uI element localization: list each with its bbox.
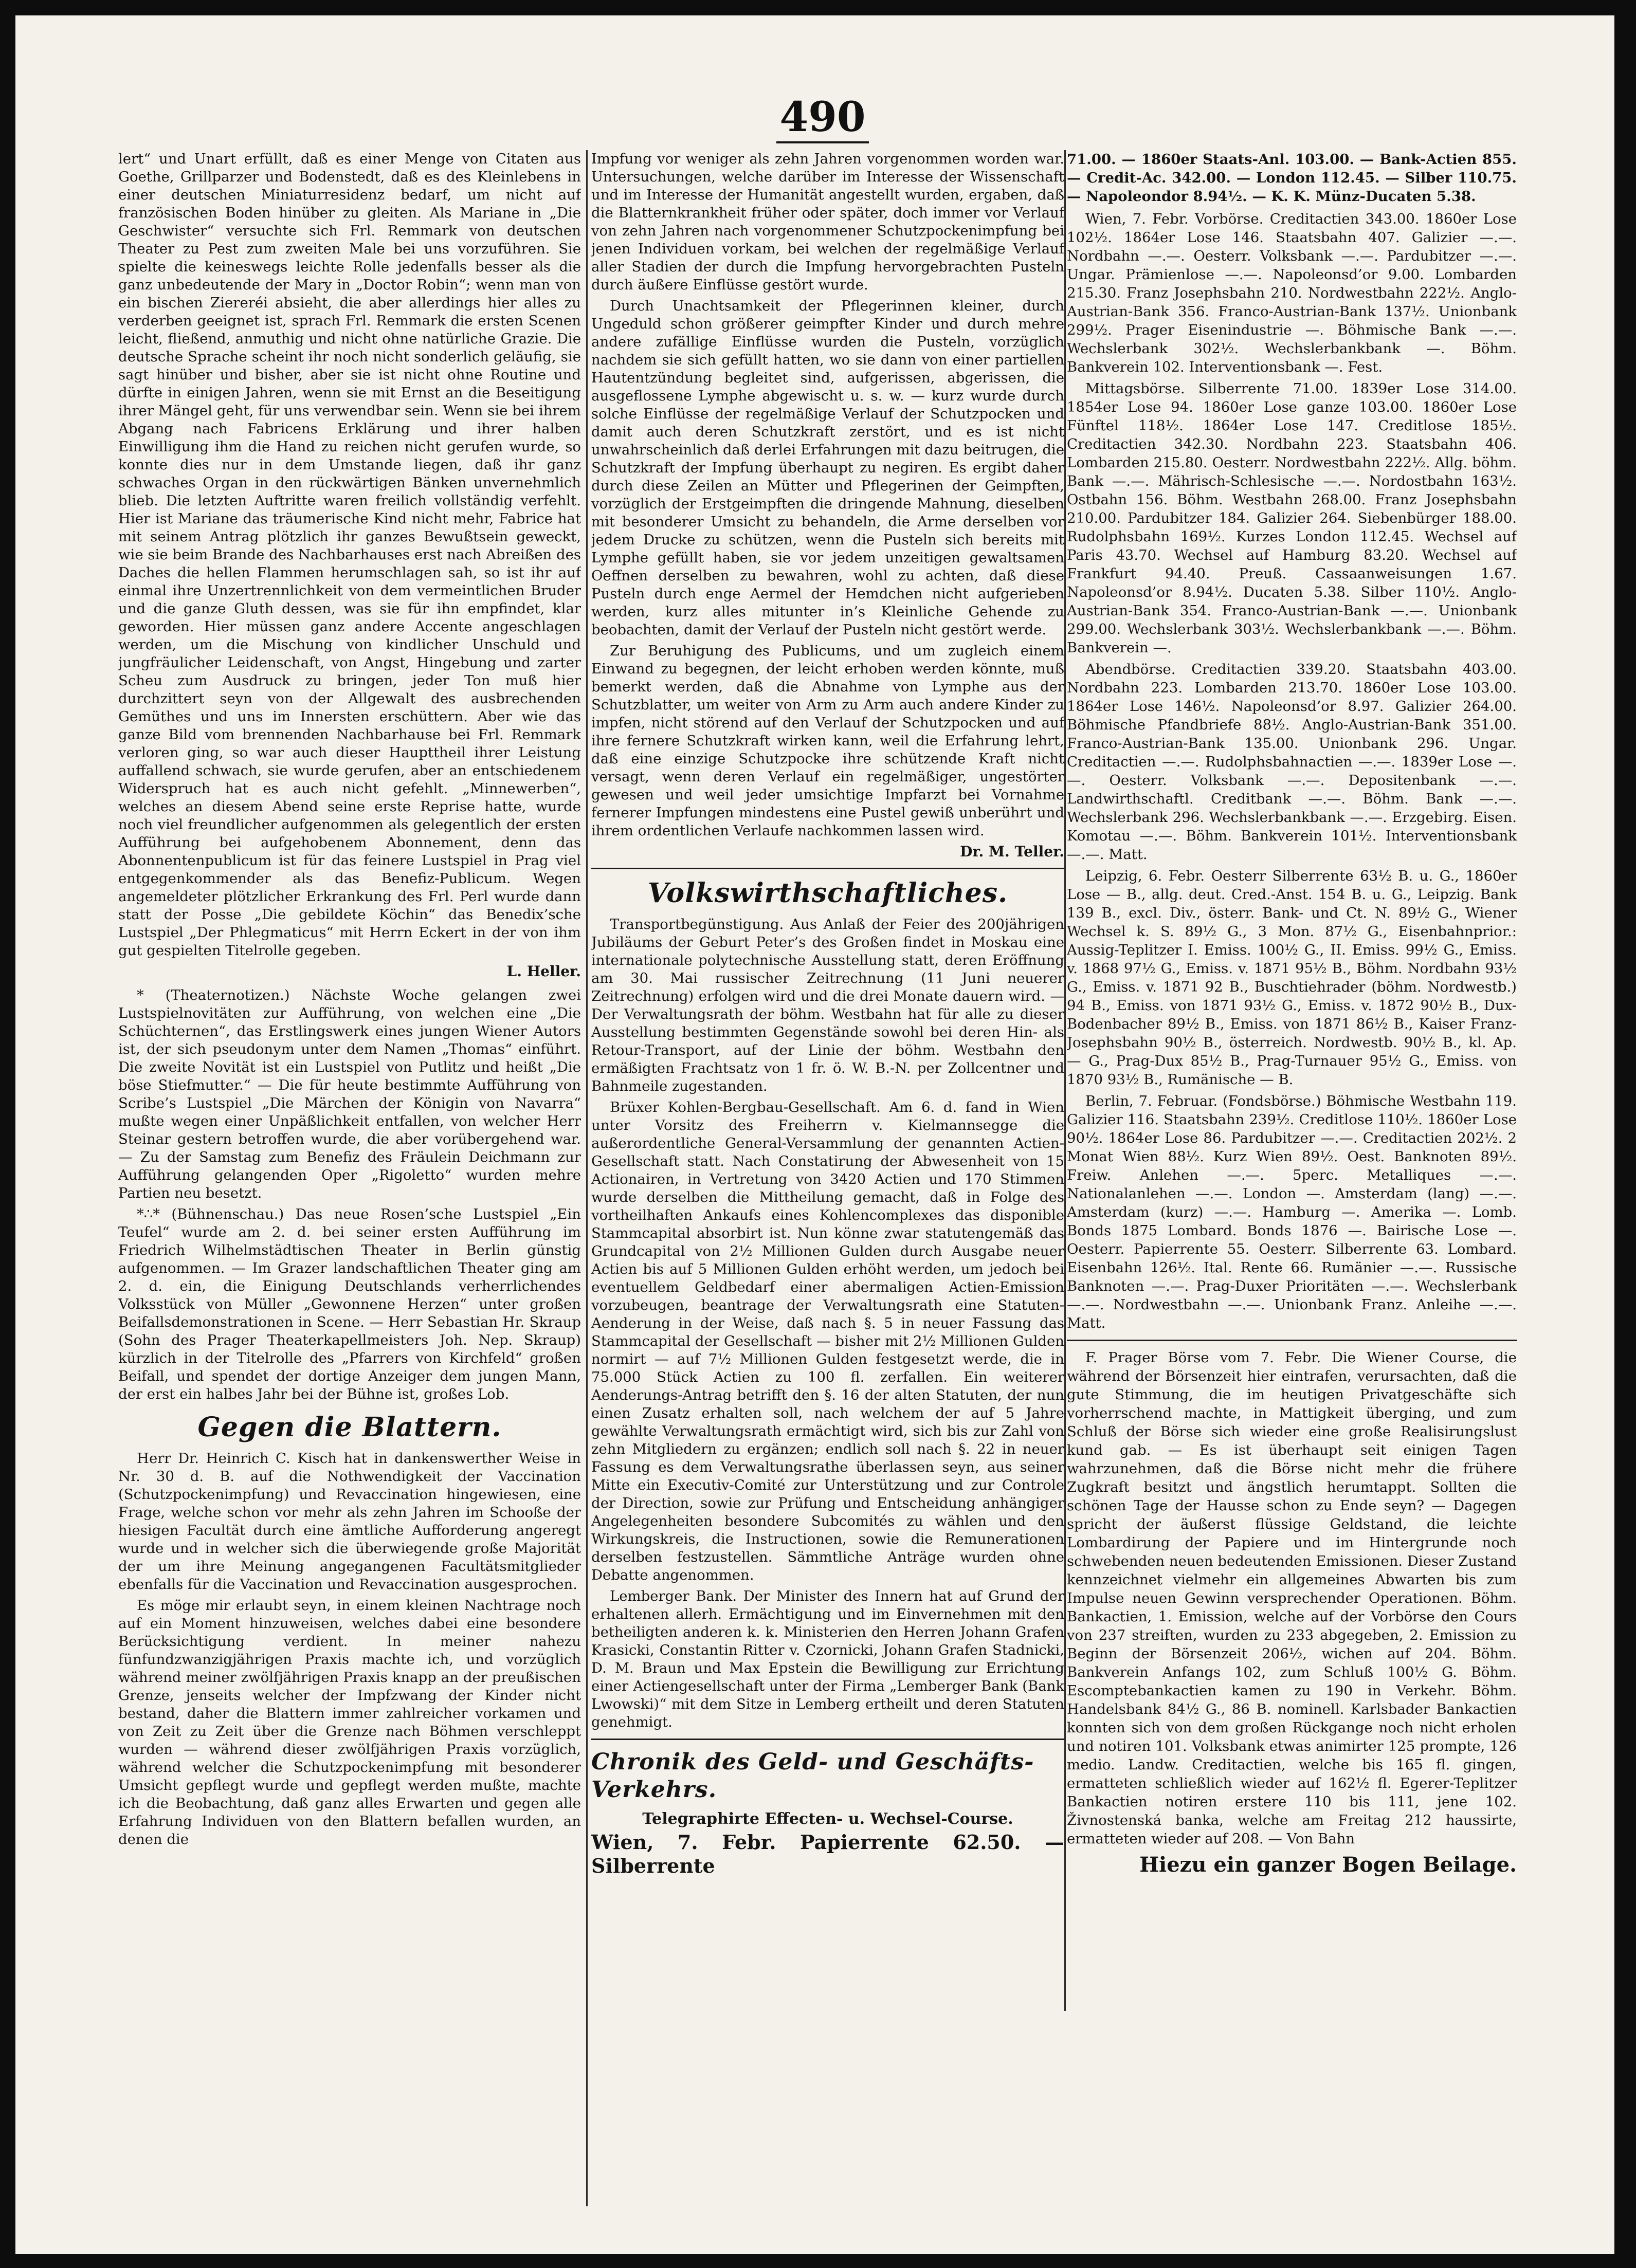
vienna-midday-exchange: Mittagsbörse. Silberrente 71.00. 1839er Lose 314.00. 1854er Lose 94. 1860er Lose ganze 103.00. 1860er Lose Fünftel 118½. 1864er Lose 147. Creditlose 185½. Creditactien 342.30. Nordbahn 223. Staatsbahn 406. Lombarden 215.80. Oesterr. Nordwestbahn 222½. Allg. böhm. Bank —.—. Mährisch-Schlesische —.—. Nordostbahn 163½. Ostbahn 156. Böhm. Westbahn 268.00. Franz Josephsbahn 210.00. Pardubitzer 184. Galizier 264. Siebenbürger 188.00. Rudolphsbahn 169½. Kurzes London 112.45. Wechsel auf Paris 43.70. Wechsel auf Hamburg 83.20. Wechsel auf Frankfurt 94.40. Preuß. Cassaanweisungen 1.67. Napoleonsd’or 8.94½. Ducaten 5.38. Silber 110½. Anglo-Austrian-Bank 354. Franco-Austrian-Bank —.—. Unionbank 299.00. Wechslerbank 303½. Wechslerbankbank —.—. Böhm. Bankverein —. — [1067, 380, 1517, 656]
vaccination-continued: Impfung vor weniger als zehn Jahren vorgenommen worden war. Untersuchungen, welche darüber im Interesse der Wissenschaft und im Interesse der Humanität angestellt wurden, ergaben, daß die Blatternkrankheit früher oder später, doch immer vor Verlauf von zehn Jahren nach vorgenommener Schutzpockenimpfung bei jenen Individuen vorkam, bei welchen der regelmäßige Verlauf aller Stadien der durch die Impfung hervorgebrachten Pusteln durch äußere Einflüsse gestört wurde. — [591, 151, 1064, 293]
theater-review-text: lert“ und Unart erfüllt, daß es einer Menge von Citaten aus Goethe, Grillparzer und Bodenstedt, daß es des Kleinlebens in einer deutschen Miniaturresidenz bedarf, um nicht auf französischen Boden hinüber zu gleiten. Als Mariane in „Die Geschwister“ versuchte sich Frl. Remmark von deutschen Theater zu Pest zum zweiten Male bei uns vorzuführen. Sie spielte die keineswegs leichte Rolle jedenfalls besser als die ganz unbedeutende der Mary in „Doctor Robin“; wenn man von ein bischen Ziereréi absieht, die aber allerdings hier alles zu verderben geeignet ist, sprach Frl. Remmark die ersten Scenen leicht, fließend, anmuthig und nicht ohne natürliche Grazie. Die deutsche Sprache scheint ihr noch nicht sonderlich geläufig, sie sagt hinüber und bisher, aber sie ist nicht ohne Routine und dürfte in einigen Jahren, wenn sie mit Ernst an die Beseitigung ihrer Mängel geht, für uns verwendbar sein. Wenn sie bei ihrem Abgang nach Fabricens Erklärung und ihrer halben Einwilligung ihm die Hand zu reichen nicht gerufen wurde, so konnte dies nur in dem Umstande liegen, daß ihr ganz schwaches Organ in den rückwärtigen Bänken unvernehmlich blieb. Die letzten Auftritte waren freilich vollständig verfehlt. Hier ist Mariane das träumerische Kind nicht mehr, Fabrice hat mit seinem Antrag plötzlich ihr ganzes Bewußtsein geweckt, wie sie beim Brande des Nachbarhauses erst nach Abreißen des Daches die hellen Flammen herumschlagen sah, so ist ihr auf einmal ihre Unzertrennlichkeit von dem vermeintlichen Bruder und die ganze Gluth dessen, was sie für ihn empfindet, klar geworden. Hier müssen ganz andere Accente angeschlagen werden, um die Mischung von kindlicher Unschuld und jungfräulicher Leidenschaft, von Angst, Hingebung und zarter Scheu zum Ausdruck zu bringen, jeder Ton muß hier durchzittert seyn von der Allgewalt des ausbrechenden Gemüthes und uns im Innersten erschüttern. Aber wie das ganze Bild vom brennenden Nachbarhause bei Frl. Remmark verloren ging, so war auch dieser Haupttheil ihrer Leistung auffallend schwach, sie wurde gerufen, aber an entschiedenem Widerspruch hat es auch nicht gefehlt. „Minnewerben“, welches an diesem Abend seine erste Reprise hatte, wurde noch viel freundlicher aufgenommen als gelegentlich der ersten Aufführung bei aufgehobenem Abonnement, denn das Abonnentenpublicum ist für das feinere Lustspiel in Prag viel entgegenkommender als das Benefiz-Publicum. Wegen angemeldeter plötzlicher Erkrankung des Frl. Perl wurde dann statt der Posse „Die gebildete Köchin“ das Benedix’sche Lustspiel „Der Phlegmaticus“ mit Herrn Eckert in der von ihm gut gespielten Titelrolle gegeben. — [118, 151, 581, 959]
coal-mining-item: Brüxer Kohlen-Bergbau-Gesellschaft. Am 6. d. fand in Wien unter Vorsitz des Freiherrn v. Kielmannsegge die außerordentliche General-Versammlung der genannten Actien-Gesellschaft statt. Nach Constatirung der Abwesenheit von 15 Actionairen, in Vertretung von 3420 Actien und 170 Stimmen wurde derselben die Mittheilung gemacht, daß in Folge des vortheilhaften Ankaufs eines Kohlencomplexes das disponible Stammcapital absorbirt ist. Nun könne zwar statutengemäß das Grundcapital von 2½ Millionen Gulden durch Ausgabe neuer Actien bis auf 5 Millionen Gulden erhöht werden, um jedoch bei eventuellem Geldbedarf einer abermaligen Actien-Emission vorzubeugen, beantrage der Verwaltungsrath eine Statuten-Aenderung in der Weise, daß nach §. 5 in neuer Fassung das Stammcapital der Gesellschaft — bisher mit 2½ Millionen Gulden normirt — auf 7½ Millionen Gulden festgesetzt werde, die in 75.000 Stück Actien zu 100 fl. zerfallen. Ein weiterer Aenderungs-Antrag betrifft den §. 16 der alten Statuten, der nun einen Zusatz erhalten soll, nach welchem der auf 5 Jahre gewählte Verwaltungsrath ermächtigt wird, sich bis zur Zahl von zehn Mitgliedern zu ergänzen; endlich soll nach §. 22 in neuer Fassung es dem Verwaltungsrathe überlassen seyn, aus seiner Mitte ein Executiv-Comité zur Unterstützung und zur Controle der Direction, sowie zur Prüfung und Entscheidung anhängiger Angelegenheiten besondere Subcomités zu wählen und den Wirkungskreis, die Instructionen, sowie die Remunerationen derselben festzustellen. Sämmtliche Anträge wurden ohne Debatte angenommen. — [591, 1099, 1064, 1583]
column-divider-2 — [1064, 150, 1066, 2011]
berlin-exchange: Berlin, 7. Februar. (Fondsbörse.) Böhmische Westbahn 119. Galizier 116. Staatsbahn 239½. Creditlose 110½. 1860er Lose 90½. 1864er Lose 86. Pardubitzer —.—. Creditactien 202½. 2 Monat Wien 88½. Kurz Wien 89½. Oest. Banknoten 89½. Freiw. Anlehen —.—. 5perc. Metalliques —.—. Nationalanlehen —.—. London —. Amsterdam (lang) —.—. Amsterdam (kurz) —.—. Hamburg —. Amerika —. Lomb. Bonds 1875 Lombard. Bonds 1876 —. Bairische Lose —. Oesterr. Papierrente 55. Oesterr. Silberrente 63. Lombard. Eisenbahn 126½. Ital. Rente 66. Rumänier —.—. Russische Banknoten —.—. Prag-Duxer Prioritäten —.—. Wechslerbank —.—. Nordwestbahn —.—. Unionbank Franz. Anleihe —.—. Matt. — [1067, 1093, 1517, 1331]
lemberg-bank-item: Lemberger Bank. Der Minister des Innern hat auf Grund der erhaltenen allerh. Ermächtigung und im Einvernehmen mit den betheiligten anderen k. k. Ministerien den Herren Johann Grafen Krasicki, Constantin Ritter v. Czornicki, Johann Grafen Stadnicki, D. M. Braun und Max Epstein die Bewilligung zur Errichtung einer Actiengesellschaft unter der Firma „Lemberger Bank (Bank Lwowski)“ mit dem Sitze in Lemberg ertheilt und deren Statuten genehmigt. — [591, 1588, 1064, 1730]
smallpox-heading: Gegen die Blattern. — [197, 1412, 502, 1443]
column-1 — [118, 150, 581, 2234]
page-number: 490 — [779, 93, 866, 141]
smallpox-observation: Es möge mir erlaubt seyn, in einem kleinen Nachtrage noch auf ein Moment hinzuweisen, welches dabei eine besondere Berücksichtigung verdient. In meiner nahezu fünfundzwanzigjährigen Praxis machte ich, und vorzüglich während meiner zwölfjährigen Praxis knapp an der preußischen Grenze, jenseits welcher der Impfzwang der Kinder nicht bestand, daher die Blattern immer zahlreicher vorkamen und von Zeit zu Zeit über die Grenze nach Böhmen verschleppt wurden — während dieser zwölfjährigen Praxis vorzüglich, während welcher die Schutzpockenimpfung mit besonderer Umsicht gepflegt wurde und gepflegt werden mußte, machte ich die Beobachtung, daß ganz alles Erwarten und gegen alle Erfahrung Individuen von den Blattern befallen wurden, an denen die — [118, 1597, 581, 1848]
byline-heller: L. Heller. — [506, 963, 581, 980]
money-chronicle-heading: Chronik des Geld- und Geschäfts-Verkehrs. — [591, 1749, 1034, 1803]
column-divider-1 — [586, 150, 588, 2206]
leipzig-exchange: Leipzig, 6. Febr. Oesterr Silberrente 63½ B. u. G., 1860er Lose — B., allg. deut. Cred.-Anst. 154 B. u. G., Leipzig. Bank 139 B., excl. Div., österr. Bank- und Ct. N. 89½ G., Wiener Wechsel k. S. 89½ G., 3 Mon. 87½ G., Eisenbahnprior.: Aussig-Teplitzer I. Emiss. 100½ G., II. Emiss. 99½ G., Emiss. v. 1868 97½ G., Emiss. v. 1871 95½ B., Böhm. Nordbahn 93½ G., Emiss. v. 1871 92 B., Buschtiehrader (böhm. Nordwestb.) 94 B., Emiss. von 1871 93½ G., Emiss. v. 1872 90½ B., Dux-Bodenbacher 89½ B., Emiss. von 1871 86½ B., Kaiser Franz-Josephsbahn 90½ B., österreich. Nordwestb. 90½ B., kl. Ap. — G., Prag-Dux 85½ B., Prag-Turnauer 95½ G., Emiss. von 1870 93½ B., Rumänische — B. — [1067, 868, 1517, 1088]
newspaper-page — [15, 15, 1614, 2254]
prague-exchange: F. Prager Börse vom 7. Febr. Die Wiener Course, die während der Börsenzeit hier eintrafen, verursachten, daß die gute Stimmung, die im heutigen Privatgeschäfte sich vorherrschend machte, in Mattigkeit überging, und zum Schluß der Börse sich wieder eine große Realisirungslust kund gab. — Es ist überhaupt seit einigen Tagen wahrzunehmen, daß die Börse nicht mehr die frühere Zugkraft besitzt und ängstlich herumtappt. Sollten die schönen Tage der Hausse schon zu Ende seyn? — Dagegen spricht der äußerst flüssige Geldstand, die leichte Lombardirung der Papiere und im Hintergrunde noch schwebenden neuen bedeutenden Emissionen. Dieser Zustand kennzeichnet vielmehr ein allgemeines Abwarten bis zum Impulse neuen Gewinn versprechender Operationen. Böhm. Bankactien, 1. Emission, welche auf der Vorbörse den Cours von 237 streiften, wurden zu 233 abgegeben, 2. Emission zu Beginn der Börsenzeit 206½, wichen auf 204. Böhm. Bankverein Anfangs 102, zum Schluß 100½ G. Böhm. Escomptebankactien kamen zu 190 in Verkehr. Böhm. Handelsbank 84½ G., 86 B. nominell. Karlsbader Bankactien konnten sich von dem großen Rückgange noch nicht erholen und notiren 101. Volksbank etwas animirter 125 prompte, 126 medio. Landw. Creditactien, welche bis 165 fl. gingen, ermatteten schließlich wieder auf 162½ fl. Egerer-Teplitzer Bankactien notiren erstere 110 bis 111, jene 102. Živnostenská banka, welche am Freitag 212 haussirte, ermatteten wieder auf 208. — Von Bahn — [1067, 1349, 1517, 1847]
section-rule-3 — [1067, 1340, 1517, 1341]
stage-review: *∴* (Bühnenschau.) Das neue Rosen’sche Lustspiel „Ein Teufel“ wurde am 2. d. bei seiner ersten Aufführung im Friedrich Wilhelmstädtischen Theater in Berlin günstig aufgenommen. — Im Grazer landschaftlichen Theater ging am 2. d. ein, die Einigung Deutschlands verherrlichendes Volksstück von Müller „Gewonnene Herzen“ unter großen Beifallsdemonstrationen in Scene. — Herr Sebastian Hr. Skraup (Sohn des Prager Theaterkapellmeisters Joh. Nep. Skraup) kürzlich in der Titelrolle des „Pfarrers von Kirchfeld“ großen Beifall, und spendet der dortige Anzeiger dem jungen Mann, der erst ein halbes Jahr bei der Bühne ist, großes Lob. — [118, 1206, 581, 1402]
economics-heading: Volkswirthschaftliches. — [647, 877, 1008, 909]
vienna-pre-exchange: Wien, 7. Febr. Vorbörse. Creditactien 343.00. 1860er Lose 102½. 1864er Lose 146. Staatsbahn 407. Galizier —.—. Nordbahn —.—. Oesterr. Volksbank —.—. Pardubitzer —.—. Ungar. Prämienlose —.—. Napoleonsd’or 9.00. Lombarden 215.30. Franz Josephsbahn 210. Nordwestbahn 222½. Anglo-Austrian-Bank 356. Franco-Austrian-Bank 137½. Unionbank 299½. Prager Eisenindustrie —. Böhmische Bank —.—. Wechslerbank 302½. Wechslerbankbank —. Böhm. Bankverein 102. Interventionsbank —. Fest. — [1067, 211, 1517, 375]
vienna-courses-continued: 71.00. — 1860er Staats-Anl. 103.00. — Bank-Actien 855. — Credit-Ac. 342.00. — London 112.45. — Silber 110.75. — Napoleondor 8.94½. — K. K. Münz-Ducaten 5.38. — [1067, 151, 1517, 205]
vienna-evening-exchange: Abendbörse. Creditactien 339.20. Staatsbahn 403.00. Nordbahn 223. Lombarden 213.70. 1860er Lose 103.00. 1864er Lose 146½. Napoleonsd’or 8.97. Galizier 264.00. Böhmische Pfandbriefe 88½. Anglo-Austrian-Bank 351.00. Franco-Austrian-Bank 135.00. Unionbank 296. Ungar. Creditactien —.—. Rudolphsbahnactien —.—. 1839er Lose —.—. Oesterr. Volksbank —.—. Depositenbank —.—. Landwirthschaftl. Creditbank —.—. Böhm. Bank —.—. Wechslerbank 296. Wechslerbankbank —.—. Erzgebirg. Eisen. Komotau —.—. Böhm. Bankverein 101½. Interventionsbank —.—. Matt. — [1067, 661, 1517, 863]
smallpox-intro: Herr Dr. Heinrich C. Kisch hat in dankenswerther Weise in Nr. 30 d. B. auf die Nothwendigkeit der Vaccination (Schutzpockenimpfung) und Revaccination hingewiesen, eine Frage, welche schon vor mehr als zehn Jahren im Schooße der hiesigen Facultät durch eine ämtliche Aufforderung angeregt wurde und in welcher sich die überwiegende große Majorität der um ihre Meinung angegangenen Facultätsmitglieder ebenfalls für die Vaccination und Revaccination ausgesprochen. — [118, 1450, 581, 1593]
byline-teller: Dr. M. Teller. — [960, 843, 1064, 860]
supplement-notice: Hiezu ein ganzer Bogen Beilage. — [1139, 1853, 1517, 1877]
transport-item: Transportbegünstigung. Aus Anlaß der Feier des 200jährigen Jubiläums der Geburt Peter’s des Großen findet in Moskau eine internationale polytechnische Ausstellung statt, deren Eröffnung am 30. Mai russischer Zeitrechnung (11 Juni neuerer Zeitrechnung) erfolgen wird und die drei Monate dauern wird. — Der Verwaltungsrath der böhm. Westbahn hat für alle zu dieser Ausstellung bestimmten Gegenstände sowohl bei deren Hin- als Retour-Transport, auf der Linie der böhm. Westbahn den ermäßigten Frachtsatz von 1 fr. ö. W. B.-N. per Zollcentner und Bahnmeile zugestanden. — [591, 916, 1064, 1094]
telegraph-courses-subheading: Telegraphirte Effecten- u. Wechsel-Course. — [642, 1810, 1013, 1828]
page-number-underline — [776, 141, 869, 143]
section-rule — [591, 868, 1064, 869]
column-3 — [1067, 150, 1517, 2234]
vienna-courses-start: Wien, 7. Febr. Papierrente 62.50. — Silberrente — [591, 1831, 1064, 1877]
column-2 — [591, 150, 1064, 2234]
vaccination-care: Durch Unachtsamkeit der Pflegerinnen kleiner, durch Ungeduld schon größerer geimpfter Kinder und durch mehre andere zufällige Einflüsse wurden die Pusteln, vorzüglich nachdem sie sich gefüllt hatten, wo sie dann von einer partiellen Hautentzündung begleitet sind, aufgerissen, abgerissen, die ausgeflossene Lymphe abgewischt u. s. w. — kurz wurde durch solche Einflüsse der regelmäßige Verlauf der Schutzpocken und damit auch deren Schutzkraft zerstört, und es ist nicht unwahrscheinlich daß derlei Erfahrungen mit dazu beitrugen, die Schutzkraft der Impfung überhaupt zu negiren. Es ergibt daher durch diese Zeilen an Mütter und Pflegerinen der Geimpften, vorzüglich der Erstgeimpften die dringende Mahnung, dieselben mit besonderer Umsicht zu behandeln, die Arme derselben vor jedem Drucke zu schützen, wenn die Pusteln sich bereits mit Lymphe gefüllt haben, sie vor jedem unzeitigen gewaltsamen Oeffnen derselben zu bewahren, wohl zu achten, daß diese Pusteln durch enge Aermel der Hemdchen nicht aufgerieben werden, kurz alles mitunter in’s Kleinliche Gehende zu beobachten, damit der Verlauf der Pusteln nicht gestört werde. — [591, 298, 1064, 638]
section-rule-2 — [591, 1739, 1064, 1740]
vaccination-reassurance: Zur Beruhigung des Publicums, und um zugleich einem Einwand zu begegnen, der leicht erhoben werden könnte, muß bemerkt werden, daß die Abnahme von Lymphe aus der Schutzblatter, um weiter von Arm zu Arm auch andere Kinder zu impfen, nicht störend auf den Verlauf der Schutzpocken und auf ihre fernere Schutzkraft wirken kann, weil die Erfahrung lehrt, daß eine einzige Schutzpocke ihre schützende Kraft nicht versagt, wenn deren Verlauf ein regelmäßiger, ungestörter gewesen und weil jeder umsichtige Impfarzt bei Vornahme fernerer Impfungen mindestens eine Pustel gewiß unberührt und ihrem ordentlichen Verlaufe nachkommen lassen wird. — [591, 643, 1064, 839]
theater-notes: * (Theaternotizen.) Nächste Woche gelangen zwei Lustspielnovitäten zur Aufführung, von welchen eine „Die Schüchternen“, das Erstlingswerk eines jungen Wiener Autors ist, der sich pseudonym unter dem Namen „Thomas“ einführt. Die zweite Novität ist ein Lustspiel von Putlitz und heißt „Die böse Stiefmutter.“ — Die für heute bestimmte Aufführung von Scribe’s Lustspiel „Die Märchen der Königin von Navarra“ mußte wegen einer Unpäßlichkeit entfallen, von welcher Herr Steinar gestern betroffen wurde, die aber vorübergehend war. — Zu der Samstag zum Benefiz des Fräulein Deichmann zur Aufführung gelangenden Oper „Rigoletto“ wurden mehre Partien neu besetzt. — [118, 987, 581, 1201]
